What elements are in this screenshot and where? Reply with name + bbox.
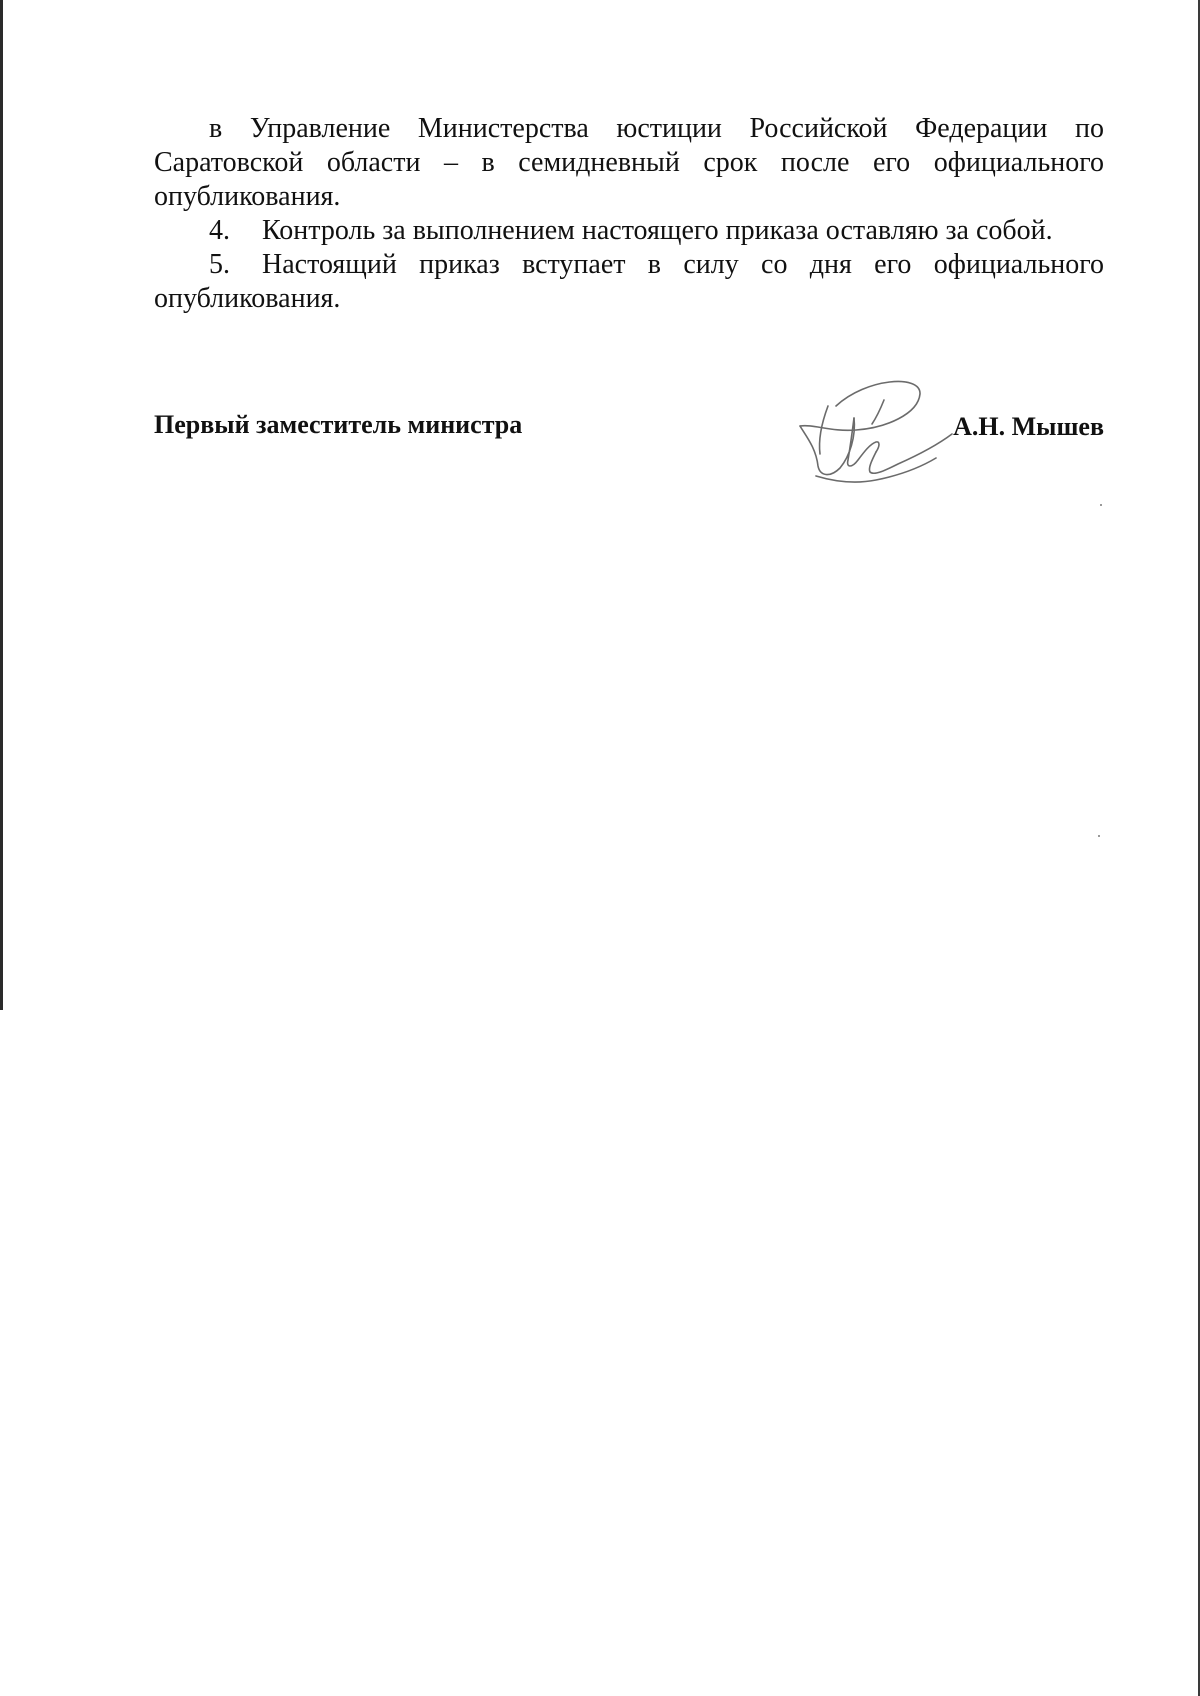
paragraph-continuation: в Управление Министерства юстиции Российской Федерации по Саратовской области – в семидневный срок после его официального опубликования. — [154, 113, 1104, 212]
scan-speck — [1098, 835, 1100, 837]
document-body — [154, 112, 1104, 316]
paragraph-item-5 — [154, 248, 1104, 316]
signatory-title: Первый заместитель министра — [154, 410, 523, 439]
paragraph-number: 4. — [209, 215, 230, 246]
scan-left-edge — [0, 0, 3, 1010]
paragraph-text: Контроль за выполнением настоящего приказа оставляю за собой. — [262, 215, 1053, 246]
scan-speck — [1100, 504, 1102, 506]
paragraph-text: Настоящий приказ вступает в силу со дня его официального опубликования. — [154, 249, 1104, 314]
signatory-name: А.Н. Мышев — [953, 412, 1104, 441]
paragraph-number: 5. — [209, 249, 230, 280]
handwritten-signature — [796, 376, 966, 494]
paragraph-item-4 — [154, 214, 1104, 248]
